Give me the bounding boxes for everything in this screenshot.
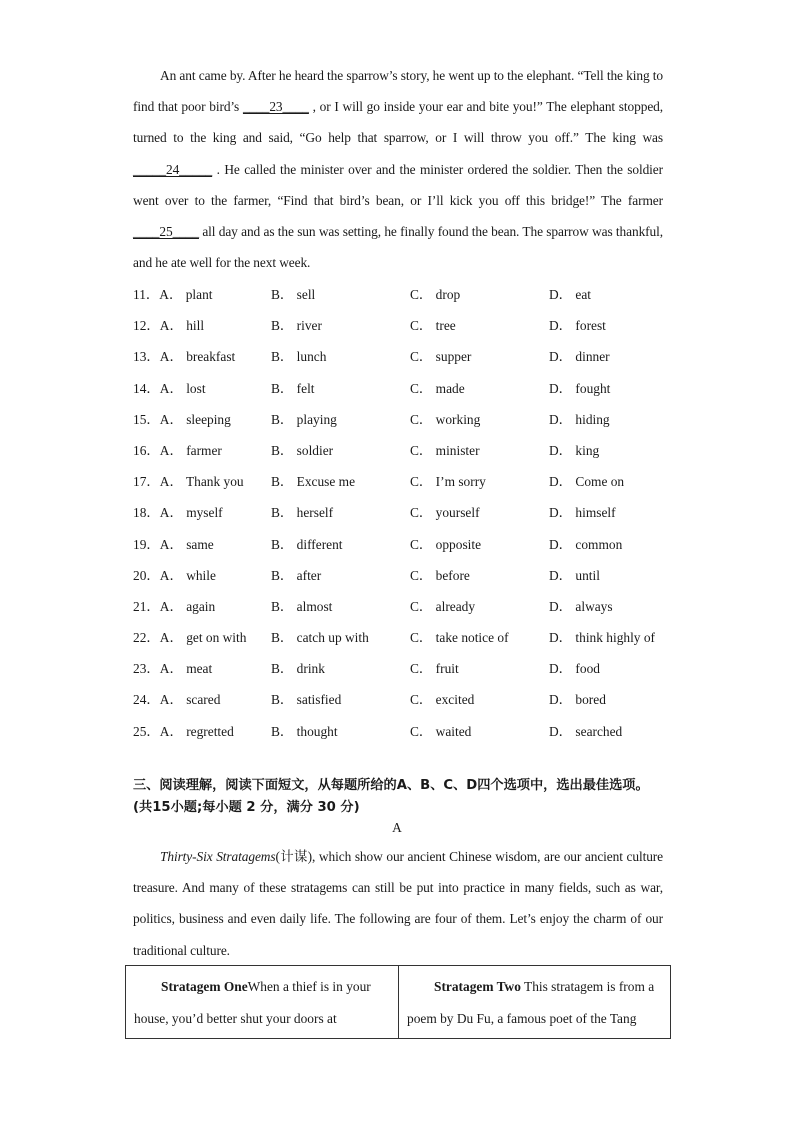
option-c: C． fruit — [410, 661, 459, 677]
question-number: 25． — [133, 723, 160, 739]
passage-text-2: , or I will go inside your ear and bite you!” The elephant stopped, turned to the king and said, “Go help that sparrow, or I will throw you off.” The king was — [133, 99, 664, 146]
option-d: D． food — [549, 661, 600, 677]
question-row — [133, 435, 693, 466]
stratagem-two-label: Stratagem Two — [434, 979, 521, 994]
option-a: 18．A． myself — [133, 505, 223, 521]
option-a: 13．A． breakfast — [133, 349, 236, 365]
question-number: 20． — [133, 567, 160, 583]
question-row — [133, 529, 693, 560]
option-b: B． felt — [271, 380, 315, 396]
option-c: C． made — [410, 380, 465, 396]
option-c: C． already — [410, 598, 476, 614]
passage-text-1: An ant came by. After he heard the sparrow’s story, he went up to the elephant. “Tell the king to find that poor bird’s — [133, 68, 664, 115]
option-a: 21．A． again — [133, 598, 216, 614]
option-a: 19．A． same — [133, 536, 214, 552]
option-a: 25．A． regretted — [133, 723, 234, 739]
question-number: 13． — [133, 349, 160, 365]
table-cell-stratagem-one — [126, 966, 398, 1038]
option-c: C． drop — [410, 287, 461, 302]
option-a: 17．A． Thank you — [133, 474, 244, 490]
question-row — [133, 373, 693, 404]
question-row — [133, 341, 693, 372]
option-d: D． searched — [549, 723, 623, 739]
blank-23: ____23____ — [242, 99, 309, 115]
option-d: D． dinner — [549, 349, 610, 365]
option-b: B． sell — [271, 287, 316, 302]
book-title-chinese: (计谋) — [275, 849, 313, 864]
option-b: B． almost — [271, 598, 333, 614]
option-c: C． take notice of — [410, 630, 509, 646]
question-row — [133, 716, 693, 747]
question-number: 16． — [133, 442, 160, 458]
stratagem-two-text: This stratagem is from a poem by Du Fu, a famous poet of the Tang — [407, 979, 655, 1026]
question-number: 19． — [133, 536, 160, 552]
question-number: 12． — [133, 318, 160, 334]
option-b: B． Excuse me — [271, 474, 356, 490]
option-d: D． eat — [549, 287, 592, 302]
question-number: 22． — [133, 630, 160, 646]
option-b: B． drink — [271, 661, 325, 677]
stratagem-one-text: When a thief is in your house, you’d better shut your doors at — [134, 979, 371, 1026]
question-number: 17． — [133, 474, 160, 490]
option-c: C． working — [410, 411, 481, 427]
option-b: B． herself — [271, 505, 334, 521]
question-row — [133, 279, 693, 310]
blank-24: _____24_____ — [133, 161, 213, 177]
passage-a-intro — [133, 841, 663, 966]
passage-a-text: , which show our ancient Chinese wisdom, are our ancient culture treasure. And many of these stratagems can still be put into practice in many fields, such as war, politics, business and even daily life. The following are four of them. Let’s enjoy the charm of our traditional culture. — [133, 849, 664, 958]
option-b: B． different — [271, 536, 343, 552]
option-a: 22．A． get on with — [133, 630, 247, 646]
question-row — [133, 466, 693, 497]
blank-25: ____25____ — [133, 224, 199, 240]
option-b: B． satisfied — [271, 692, 342, 708]
option-a: 16．A． farmer — [133, 442, 222, 458]
stratagem-one-label: Stratagem One — [161, 979, 248, 994]
option-b: B． catch up with — [271, 630, 369, 646]
question-row — [133, 560, 693, 591]
question-row — [133, 497, 693, 528]
question-row — [133, 653, 693, 684]
question-row — [133, 684, 693, 715]
section-heading: 三、阅读理解，阅读下面短文，从每题所给的A、B、C、D四个选项中，选出最佳选项。(共15小题;每小题 2 分，满分 30 分) — [133, 778, 649, 815]
answer-options-list — [133, 279, 693, 747]
option-c: C． excited — [410, 692, 475, 708]
question-number: 23． — [133, 661, 160, 677]
option-c: C． minister — [410, 442, 480, 458]
passage-text-3: . He called the minister over and the minister ordered the soldier. Then the soldier went over to the farmer, “Find that bird’s bean, or I’ll kick you off this bridge!” The farmer — [133, 161, 663, 208]
option-c: C． supper — [410, 349, 472, 365]
option-a: 14．A． lost — [133, 380, 206, 396]
passage-paragraph-cloze — [133, 60, 663, 278]
option-b: B． soldier — [271, 442, 334, 458]
option-d: D． always — [549, 598, 613, 614]
passage-label: A — [392, 820, 402, 835]
question-number: 21． — [133, 598, 160, 614]
option-c: C． opposite — [410, 536, 482, 552]
question-row — [133, 622, 693, 653]
question-row — [133, 591, 693, 622]
option-a: 11．A． plant — [133, 287, 213, 302]
option-d: D． until — [549, 567, 600, 583]
option-c: C． tree — [410, 318, 456, 334]
option-c: C． I’m sorry — [410, 474, 486, 490]
question-number: 24． — [133, 692, 160, 708]
passage-text-4: all day and as the sun was setting, he finally found the bean. The sparrow was thankful, and he ate well for the next week. — [133, 224, 663, 271]
option-b: B． lunch — [271, 349, 327, 365]
option-d: D． common — [549, 536, 623, 552]
option-d: D． think highly of — [549, 630, 656, 646]
stratagem-table — [125, 965, 671, 1039]
question-row — [133, 404, 693, 435]
option-d: D． himself — [549, 505, 616, 521]
question-number: 15． — [133, 411, 160, 427]
question-number: 14． — [133, 380, 160, 396]
option-a: 15．A． sleeping — [133, 411, 231, 427]
option-a: 12．A． hill — [133, 318, 205, 334]
option-b: B． river — [271, 318, 322, 334]
option-d: D． Come on — [549, 474, 625, 490]
option-a: 24．A． scared — [133, 692, 221, 708]
option-d: D． bored — [549, 692, 606, 708]
table-cell-stratagem-two — [398, 966, 670, 1038]
option-b: B． after — [271, 567, 322, 583]
option-d: D． fought — [549, 380, 611, 396]
option-c: C． before — [410, 567, 470, 583]
option-d: D． hiding — [549, 411, 610, 427]
question-number: 11． — [133, 287, 160, 302]
option-d: D． king — [549, 442, 600, 458]
option-a: 20．A． while — [133, 567, 216, 583]
option-c: C． yourself — [410, 505, 480, 521]
option-a: 23．A． meat — [133, 661, 213, 677]
option-b: B． thought — [271, 723, 338, 739]
question-row — [133, 310, 693, 341]
option-c: C． waited — [410, 723, 472, 739]
option-d: D． forest — [549, 318, 606, 334]
book-title: Thirty-Six Stratagems — [160, 849, 276, 864]
question-number: 18． — [133, 505, 160, 521]
option-b: B． playing — [271, 411, 337, 427]
